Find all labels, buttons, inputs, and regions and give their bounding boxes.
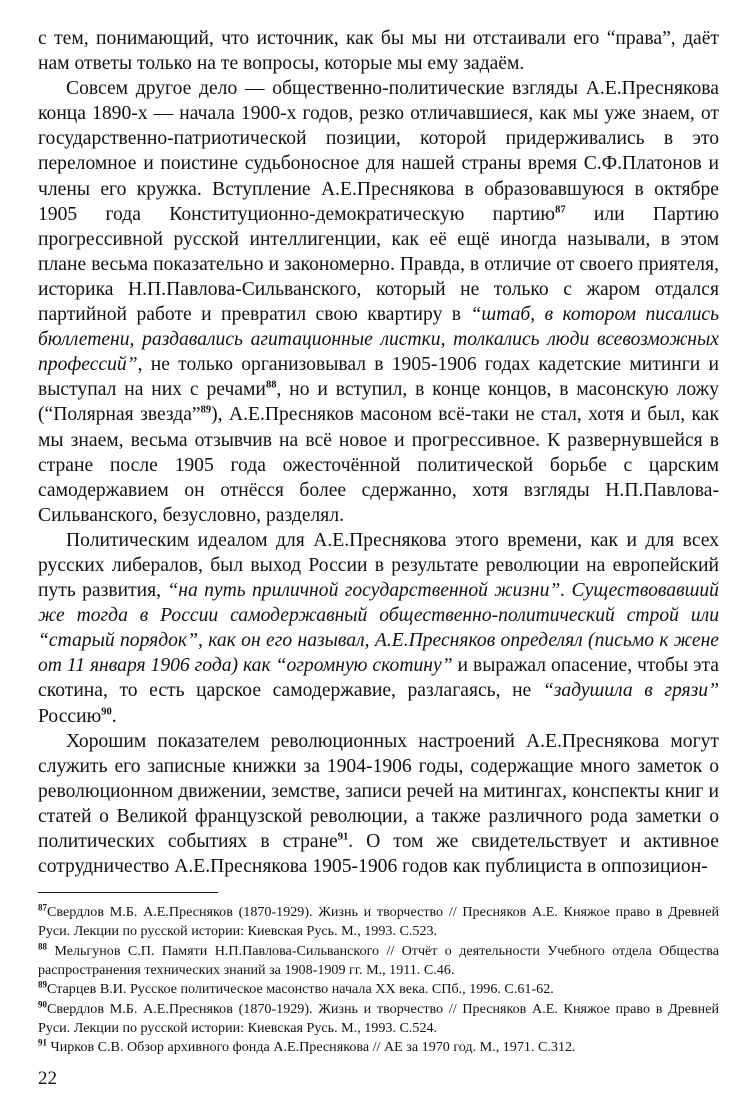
footnote (38, 1000, 719, 1039)
italic-quote: “на путь приличной государственной жизни”. Существовавший же тогда в России самодержавный общественно-политический строй или “старый порядок”, как он его называл, А.Е.Пресняков определял (письмо к жене от 11 января 1906 года) как “огромную скотину” (38, 580, 719, 677)
footnote (38, 980, 719, 999)
footnote-number: 87 (38, 902, 47, 913)
footnote-text: Чирков С.В. Обзор архивного фонда А.Е.Преснякова // АЕ за 1970 год. М., 1971. С.312. (50, 1039, 576, 1056)
italic-quote: “штаб, в котором писались бюллетени, раздавались агитационные листки, толкались люди всевозможных профессий” (38, 304, 719, 376)
italic-quote: “задушила в грязи” (542, 680, 719, 702)
text-run: , но и вступил, в конце концов, в масонскую ложу (“Полярная звезда” (38, 379, 720, 426)
footnotes (38, 903, 719, 1057)
text-run: Совсем другое дело — общественно-политические взгляды А.Е.Преснякова конца 1890-х — начала 1900-х годов, резко отличавшиеся, как мы уже знаем, от государственно-патриотической позиции, которой придерживались в это переломное и поистине судьбоносное для нашей страны время С.Ф.Платонов и члены его кружка. Вступление А.Е.Преснякова в образовавшуюся в октябре 1905 года Конституционно-демократическую партию (38, 78, 719, 225)
paragraph (38, 528, 719, 729)
text-run: ), А.Е.Пресняков масоном всё-таки не стал, хотя и был, как мы знаем, весьма отзывчив на всё новое и прогрессивное. К развернувшейся в стране после 1905 года ожесточённой политической борьбе с царским самодержавием он отнёсся более сдержанно, хотя взгляды Н.П.Павлова-Сильванского, безусловно, разделял. (38, 404, 719, 526)
footnote (38, 942, 719, 981)
page-number: 22 (38, 1068, 57, 1089)
text-run: с тем, понимающий, что источник, как бы мы ни отстаивали его “права”, даёт нам ответы только на те вопросы, которые мы ему задаём. (38, 28, 719, 75)
footnote-text: Свердлов М.Б. А.Е.Пресняков (1870-1929). Жизнь и творчество // Пресняков А.Е. Княжое право в Древней Руси. Лекции по русской истории: Киевская Русь. М., 1993. С.524. (38, 1000, 719, 1036)
paragraph (38, 26, 719, 76)
footnote (38, 903, 719, 942)
footnote-text: Старцев В.И. Русское политическое масонство начала XX века. СПб., 1996. С.61-62. (47, 981, 554, 998)
footnote-number: 88 (38, 941, 47, 952)
paragraph (38, 76, 719, 528)
text-run: , не только организовывал в 1905-1906 годах кадетские митинги и выступал на них с речами (38, 354, 719, 401)
text-run: . О том же свидетельствует и активное сотрудничество А.Е.Преснякова 1905-1906 годов как публициста в оппозицион- (38, 831, 719, 878)
text-run: Хорошим показателем революционных настроений А.Е.Преснякова могут служить его записные книжки за 1904-1906 годы, содержащие много заметок о революционном движении, земстве, записи речей на митингах, конспекты книг и статей о Великой французской революции, а также различного рода заметки о политических событиях в стране (38, 730, 719, 852)
paragraph (38, 729, 719, 880)
footnote (38, 1038, 719, 1057)
main-text (38, 26, 719, 879)
text-run: или Партию прогрессивной русской интеллигенции, как её ещё иногда называли, в этом плане весьма показательно и закономерно. Правда, в отличие от своего приятеля, историка Н.П.Павлова-Сильванского, который не только с жаром отдался партийной работе и превратил свою квартиру в (38, 203, 719, 326)
footnote-number: 91 (38, 1037, 47, 1048)
footnote-number: 89 (38, 979, 47, 990)
footnote-text: Свердлов М.Б. А.Е.Пресняков (1870-1929). Жизнь и творчество // Пресняков А.Е. Княжое право в Древней Руси. Лекции по русской истории: Киевская Русь. М., 1993. С.523. (38, 904, 719, 940)
text-run: Россию (38, 705, 102, 727)
text-run: Политическим идеалом для А.Е.Преснякова этого времени, как и для всех русских либералов, был выход России в результате революции на европейский путь развития, (38, 529, 719, 602)
footnote-ref: 91 (337, 831, 349, 843)
text-run: и выражал опасение, чтобы эта скотина, то есть царское самодержавие, разлагаясь, не (38, 655, 720, 702)
footnote-ref: 90 (101, 706, 112, 717)
footnote-separator (38, 892, 218, 893)
footnote-ref: 89 (200, 404, 212, 416)
footnote-ref: 87 (555, 204, 566, 216)
footnote-number: 90 (38, 998, 47, 1009)
text-run: . (111, 705, 117, 727)
footnote-ref: 88 (265, 379, 277, 391)
footnote-text: Мельгунов С.П. Памяти Н.П.Павлова-Сильванского // Отчёт о деятельности Учебного отдела Общества распространения технических знаний за 1908-1909 гг. М., 1911. С.46. (38, 942, 719, 979)
